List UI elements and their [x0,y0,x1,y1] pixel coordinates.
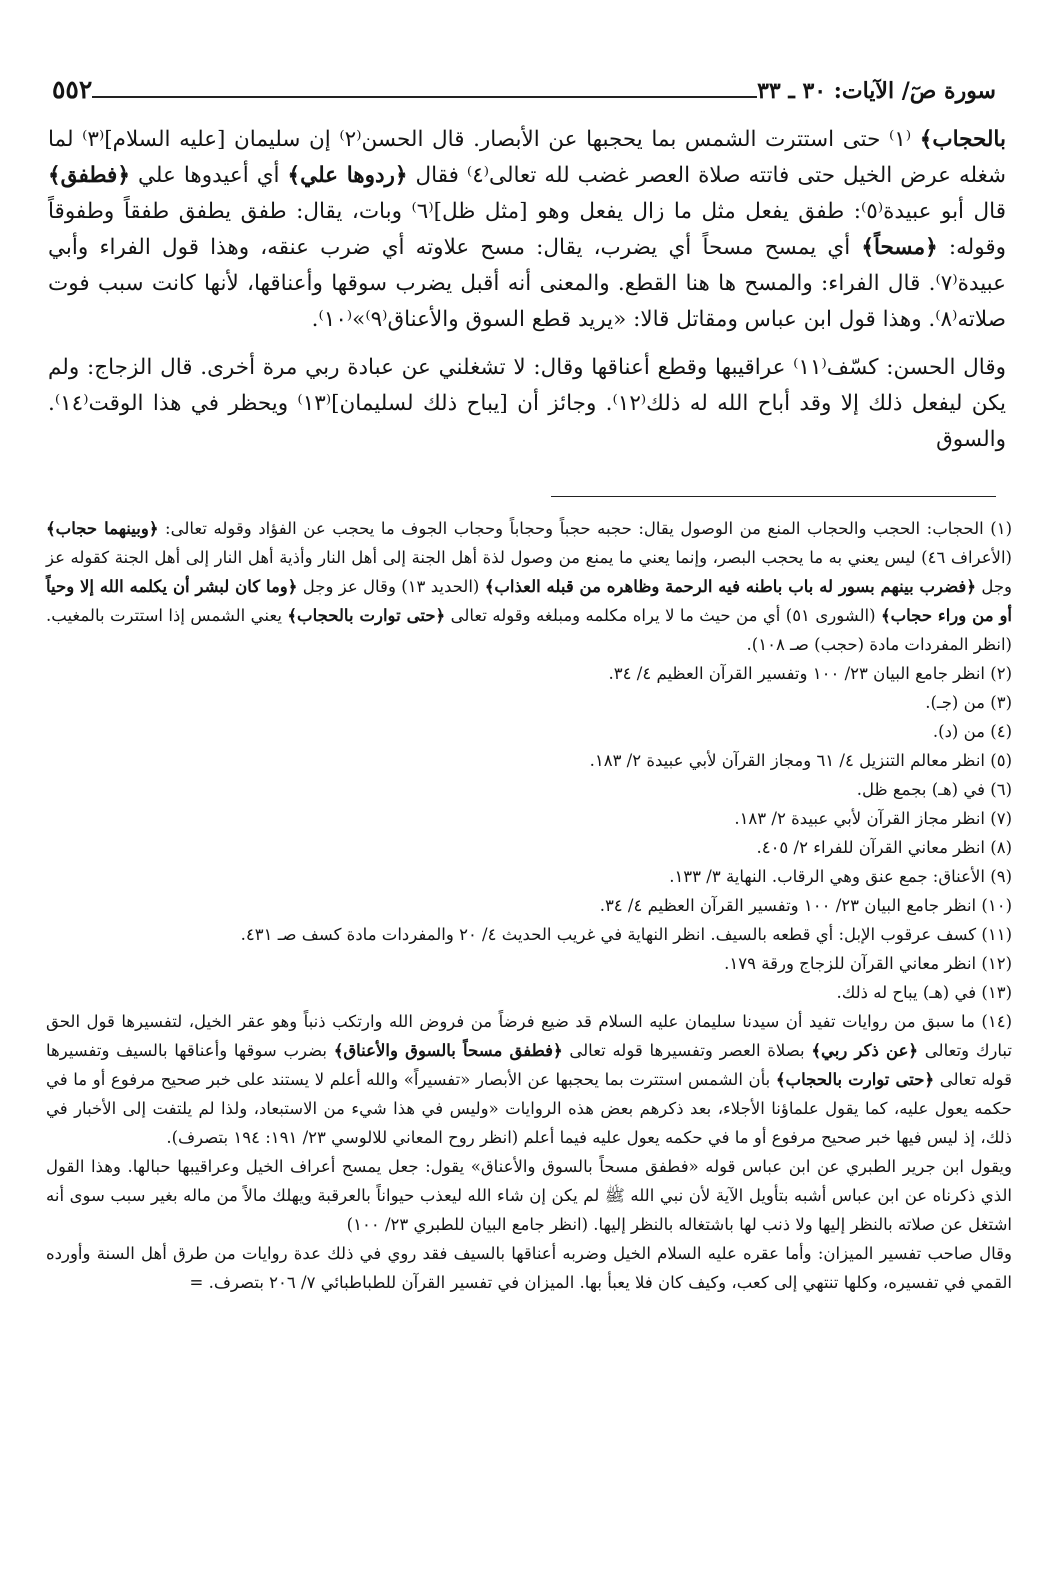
quran-quote: ﴿حتى توارت بالحجاب﴾ [775,1070,935,1089]
text-run: (الحديد ١٣) وقال عز وجل [297,577,485,596]
footnote-5: (٥) انظر معالم التنزيل ٤/ ٦١ ومجاز القرآن لأبي عبيدة ٢/ ١٨٣. [589,751,1012,770]
header-rule [92,96,757,98]
quran-quote: ﴿وما كان لبشر أن يكلمه الله إلا وحياً أو من وراء حجاب﴾ [46,577,1012,625]
quran-quote: ﴿مسحاً﴾ [861,235,938,260]
footnotes [46,514,1012,1297]
quran-quote: ﴿ردوها علي﴾ [287,163,408,188]
footnote-8: (٨) انظر معاني القرآن للفراء ٢/ ٤٠٥. [756,838,1012,857]
quran-quote: ﴿فطفق مسحاً بالسوق والأعناق﴾ [333,1041,563,1060]
footnote-separator [551,496,996,497]
quran-quote: ﴿عن ذكر ربي﴾ [811,1041,919,1060]
footnote-7: (٧) انظر مجاز القرآن لأبي عبيدة ٢/ ١٨٣. [734,809,1012,828]
text-run: بصلاة العصر وتفسيرها قوله تعالى [562,1041,812,1060]
text-run: (١٤) ما سبق من روايات تفيد أن سيدنا سليمان عليه السلام قد ضيع فرضاً من فروض الله وارتكب ذنباً وهو عقر الخيل، لتفسيرها قول الحق تبارك وتعالى [46,1012,1012,1060]
text-run: بضرب سوقها وأعناقها بالسيف وتفسيرها قوله تعالى [46,1041,1012,1089]
text-run: أي أعيدوها علي [129,163,288,188]
footnote-1 [46,514,1012,659]
footnote-3: (٣) من (جـ). [925,693,1012,712]
footnote-2: (٢) انظر جامع البيان ٢٣/ ١٠٠ وتفسير القرآن العظيم ٤/ ٣٤. [608,664,1012,683]
text-run: يعني الشمس إذا استترت بالمغيب. (انظر المفردات مادة (حجب) صـ ١٠٨). [46,606,1012,654]
text-run: (١) الحجاب: الحجب والحجاب المنع من الوصول يقال: حجبه حجباً وحجاباً وحجاب الجوف ما يحجب عن الفؤاد وقوله تعالى: [158,519,1012,538]
footnote-14-paragraph-2: ويقول ابن جرير الطبري عن ابن عباس قوله «فطفق مسحاً بالسوق والأعناق» يقول: جعل يمسح أعراف الخيل وعراقيبها حبالها. وهذا القول الذي ذكرناه عن ابن عباس أشبه بتأويل الآية لأن نبي الله ﷺ لم يكن إن شاء الله ليعذب حيواناً بالعرقبة ويهلك مالاً من ماله بغير سبب سوى أنه اشتغل عن صلاته بالنظر إليها ولا ذنب لها باشتغاله بالنظر إليها. (انظر جامع البيان للطبري ٢٣/ ١٠٠) [46,1157,1012,1234]
text-run: (الشورى ٥١) أي من حيث ما لا يراه مكلمه ومبلغه وقوله تعالى [445,606,881,625]
quran-quote: ﴿فضرب بينهم بسور له باب باطنه فيه الرحمة وظاهره من قبله العذاب﴾ [484,577,976,596]
page-header [38,70,1008,104]
surah-title: سورة صٓ/ الآيات: ٣٠ ـ ٣٣ [757,78,996,104]
quran-quote: ﴿وبينهما حجاب﴾ [46,519,159,538]
main-paragraph-2: وقال الحسن: كسّف⁽١١⁾ عراقيبها وقطع أعناقها وقال: لا تشغلني عن عبادة ربي مرة أخرى. قال الزجاج: ولم يكن ليفعل ذلك إلا وقد أباح الله له ذلك⁽١٢⁾. وجائز أن [يباح ذلك لسليمان]⁽١٣⁾ ويحظر في هذا الوقت⁽١٤⁾. والسوق [48,355,1006,452]
text-run: (الأعراف ٤٦) ليس يعني به ما يحجب البصر، وإنما يعني ما يمنع من وصول لذة أهل الجنة إلى أهل النار وأذية أهل النار إلى أهل الجنة كقوله عز وجل [46,548,1012,596]
quran-quote: ﴿فطفق﴾ [48,163,130,188]
quran-quote: بالحجاب﴾ [919,127,1006,152]
footnote-9: (٩) الأعناق: جمع عنق وهي الرقاب. النهاية ٣/ ١٣٣. [669,867,1012,886]
page-number: ٥٥٢ [52,75,93,104]
footnote-11: (١١) كسف عرقوب الإبل: أي قطعه بالسيف. انظر النهاية في غريب الحديث ٤/ ٢٠ والمفردات مادة كسف صـ ٤٣١. [240,925,1012,944]
main-text [48,122,1006,470]
footnote-14-paragraph-3: وقال صاحب تفسير الميزان: وأما عقره عليه السلام الخيل وضربه أعناقها بالسيف فقد روي في ذلك عدة روايات من طرق أهل السنة وأورده القمي في تفسيره، وكلها تنتهي إلى كعب، وكيف كان فلا يعبأ بها. الميزان في تفسير القرآن للطباطبائي ٧/ ٢٠٦ بتصرف. = [46,1244,1012,1292]
footnote-10: (١٠) انظر جامع البيان ٢٣/ ١٠٠ وتفسير القرآن العظيم ٤/ ٣٤. [599,896,1012,915]
footnote-14 [46,1007,1012,1152]
footnote-13: (١٣) في (هـ) يباح له ذلك. [836,983,1012,1002]
footnote-12: (١٢) انظر معاني القرآن للزجاج ورقة ١٧٩. [724,954,1012,973]
footnote-6: (٦) في (هـ) بجمع ظل. [856,780,1012,799]
quran-quote: ﴿حتى توارت بالحجاب﴾ [287,606,446,625]
text-run: ⁽١⁾ حتى استترت الشمس بما يحجبها عن الأبصار. قال الحسن⁽٢⁾ إن سليمان [عليه السلام]⁽٣⁾ لما شغله عرض الخيل حتى فاتته صلاة العصر غضب لله تعالى⁽٤⁾ فقال [48,127,1007,188]
footnote-4: (٤) من (د). [932,722,1012,741]
main-paragraph-1 [48,122,1006,338]
text-run: قال أبو عبيدة⁽٥⁾: طفق يفعل مثل ما زال يفعل وهو [مثل ظل]⁽٦⁾ وبات، يقال: طفق يطفق طفقاً وطفوقاً وقوله: [48,199,1006,260]
text-run: بأن الشمس استترت بما يحجبها عن الأبصار «تفسيراً» والله أعلم لا يستند على خبر صحيح مرفوع أو ما في حكمه يعول عليه، كما يقول علماؤنا الأجلاء، بعد ذكرهم بعض هذه الروايات «وليس في هذا شيء من الاستبعاد، ولذا لم يلتفت إلى الأخبار في ذلك، إذ ليس فيها خبر صحيح مرفوع أو ما في حكمه يعول عليه فيما أعلم (انظر روح المعاني للالوسي ٢٣/ ١٩١: ١٩٤ بتصرف). [46,1070,1012,1147]
text-run: أي يمسح مسحاً أي يضرب، يقال: مسح علاوته أي ضرب عنقه، وهذا قول الفراء وأبي عبيدة⁽٧⁾. قال الفراء: والمسح ها هنا القطع. والمعنى أنه أقبل يضرب سوقها وأعناقها، لأنها كانت سبب فوت صلاته⁽٨⁾. وهذا قول ابن عباس ومقاتل قالا: «يريد قطع السوق والأعناق⁽٩⁾»⁽١٠⁾. [48,235,1006,332]
